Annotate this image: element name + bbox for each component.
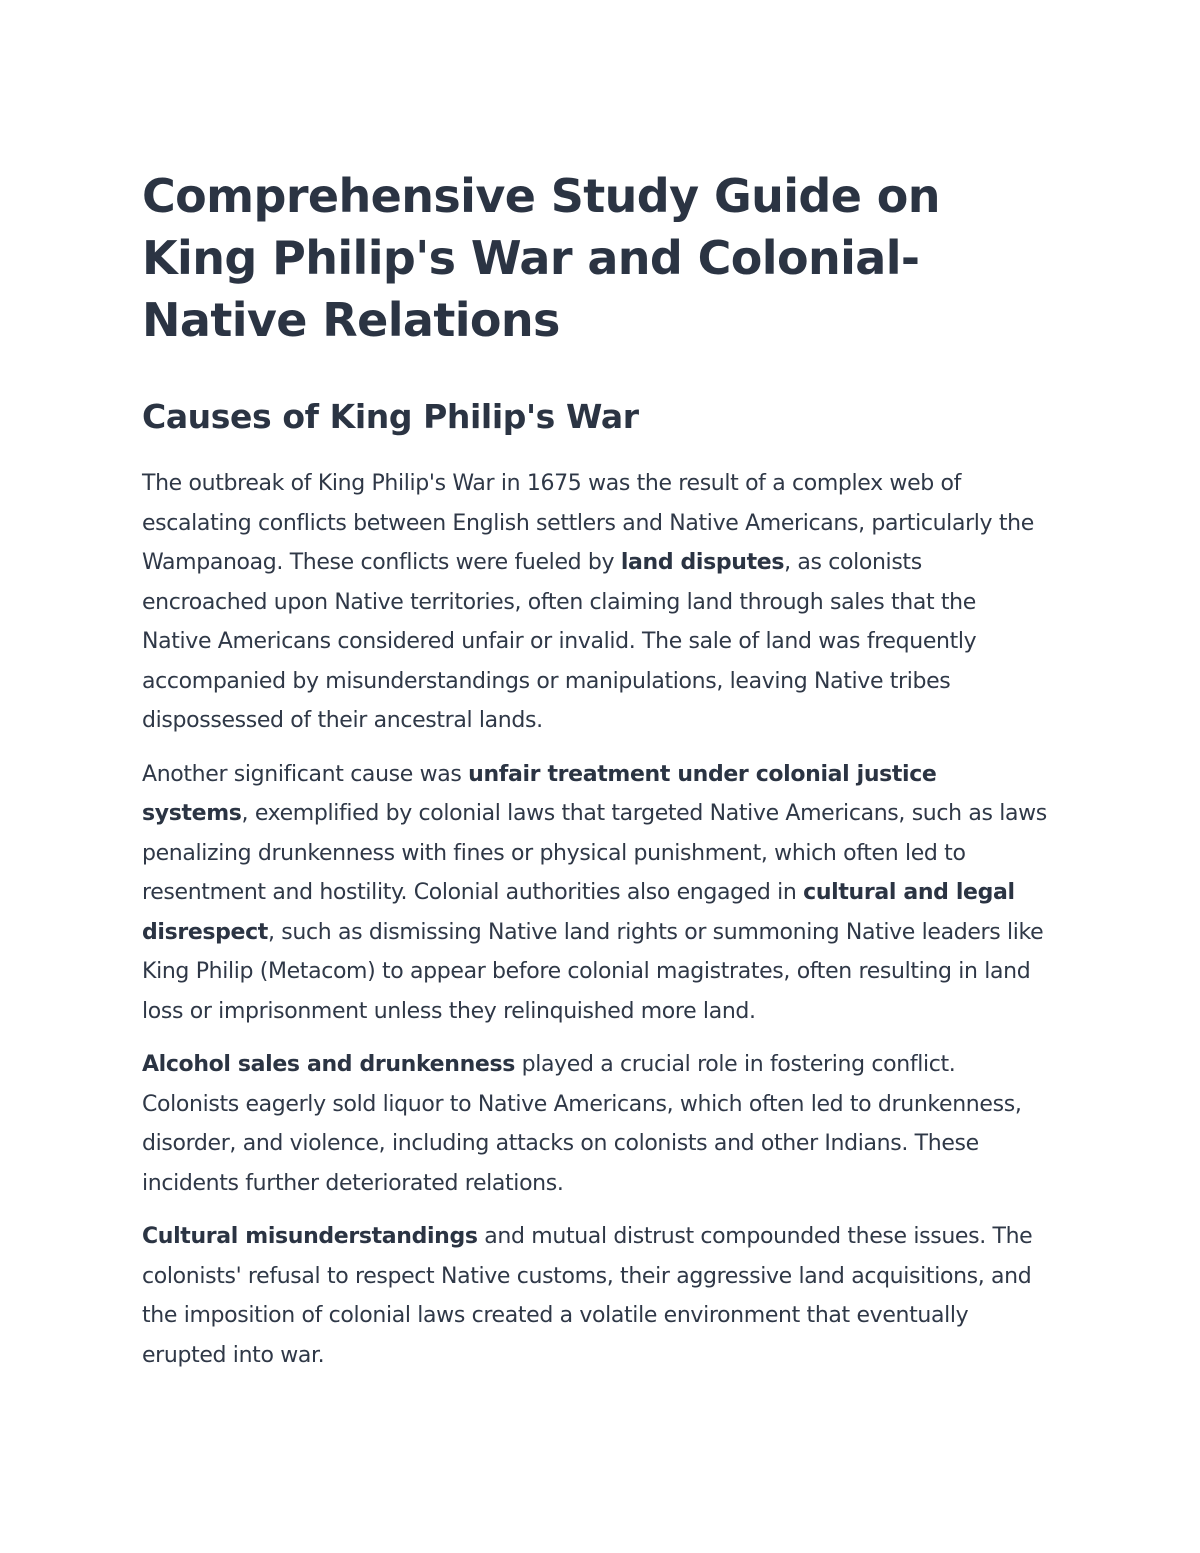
paragraph-alcohol: [142, 1045, 1047, 1203]
paragraph-text: , as colonists encroached upon Native territories, often claiming land through sales that the Native Americans considered unfair or invalid. The sale of land was frequently accompanied by misunderstandings or manipulations, leaving Native tribes dispossessed of their ancestral lands.: [142, 550, 977, 733]
bold-term-unfair-treatment: unfair treatment under colonial justice systems: [142, 761, 937, 826]
paragraph-cultural-misunderstandings: [142, 1217, 1047, 1375]
paragraph-text: The outbreak of King Philip's War in 1675 was the result of a complex web of escalating conflicts between English settlers and Native Americans, particularly the Wampanoag. These conflicts were fueled by: [142, 471, 1034, 575]
bold-term-land-disputes: land disputes: [620, 550, 785, 575]
paragraph-text: played a crucial role in fostering conflict. Colonists eagerly sold liquor to Native Americans, which often led to drunkenness, disorder, and violence, including attacks on colonists and other Indians. These incidents further deteriorated relations.: [142, 1052, 1022, 1196]
bold-term-cultural-legal-disrespect: cultural and legal disrespect: [142, 880, 1015, 945]
document-page: [142, 165, 1047, 1375]
paragraph-justice-systems: [142, 755, 1047, 1032]
paragraph-text: and mutual distrust compounded these issues. The colonists' refusal to respect Native customs, their aggressive land acquisitions, and the imposition of colonial laws created a volatile environment that eventually erupted into war.: [142, 1224, 1033, 1368]
paragraph-land-disputes: [142, 464, 1047, 741]
paragraph-text: Another significant cause was: [142, 761, 469, 787]
section-heading: Causes of King Philip's War: [142, 397, 639, 436]
bold-term-alcohol-sales: Alcohol sales and drunkenness: [142, 1052, 515, 1077]
document-title: Comprehensive Study Guide on King Philip's War and Colonial-Native Relations: [142, 169, 940, 347]
bold-term-cultural-misunderstandings: Cultural misunderstandings: [142, 1224, 478, 1249]
paragraph-text: , exemplified by colonial laws that targeted Native Americans, such as laws penalizing drunkenness with fines or physical punishment, which often led to resentment and hostility. Colonial authorities also engaged in: [142, 801, 1047, 905]
paragraph-text: , such as dismissing Native land rights or summoning Native leaders like King Philip (Metacom) to appear before colonial magistrates, often resulting in land loss or imprisonment unless they relinquished more land.: [142, 919, 1044, 1024]
